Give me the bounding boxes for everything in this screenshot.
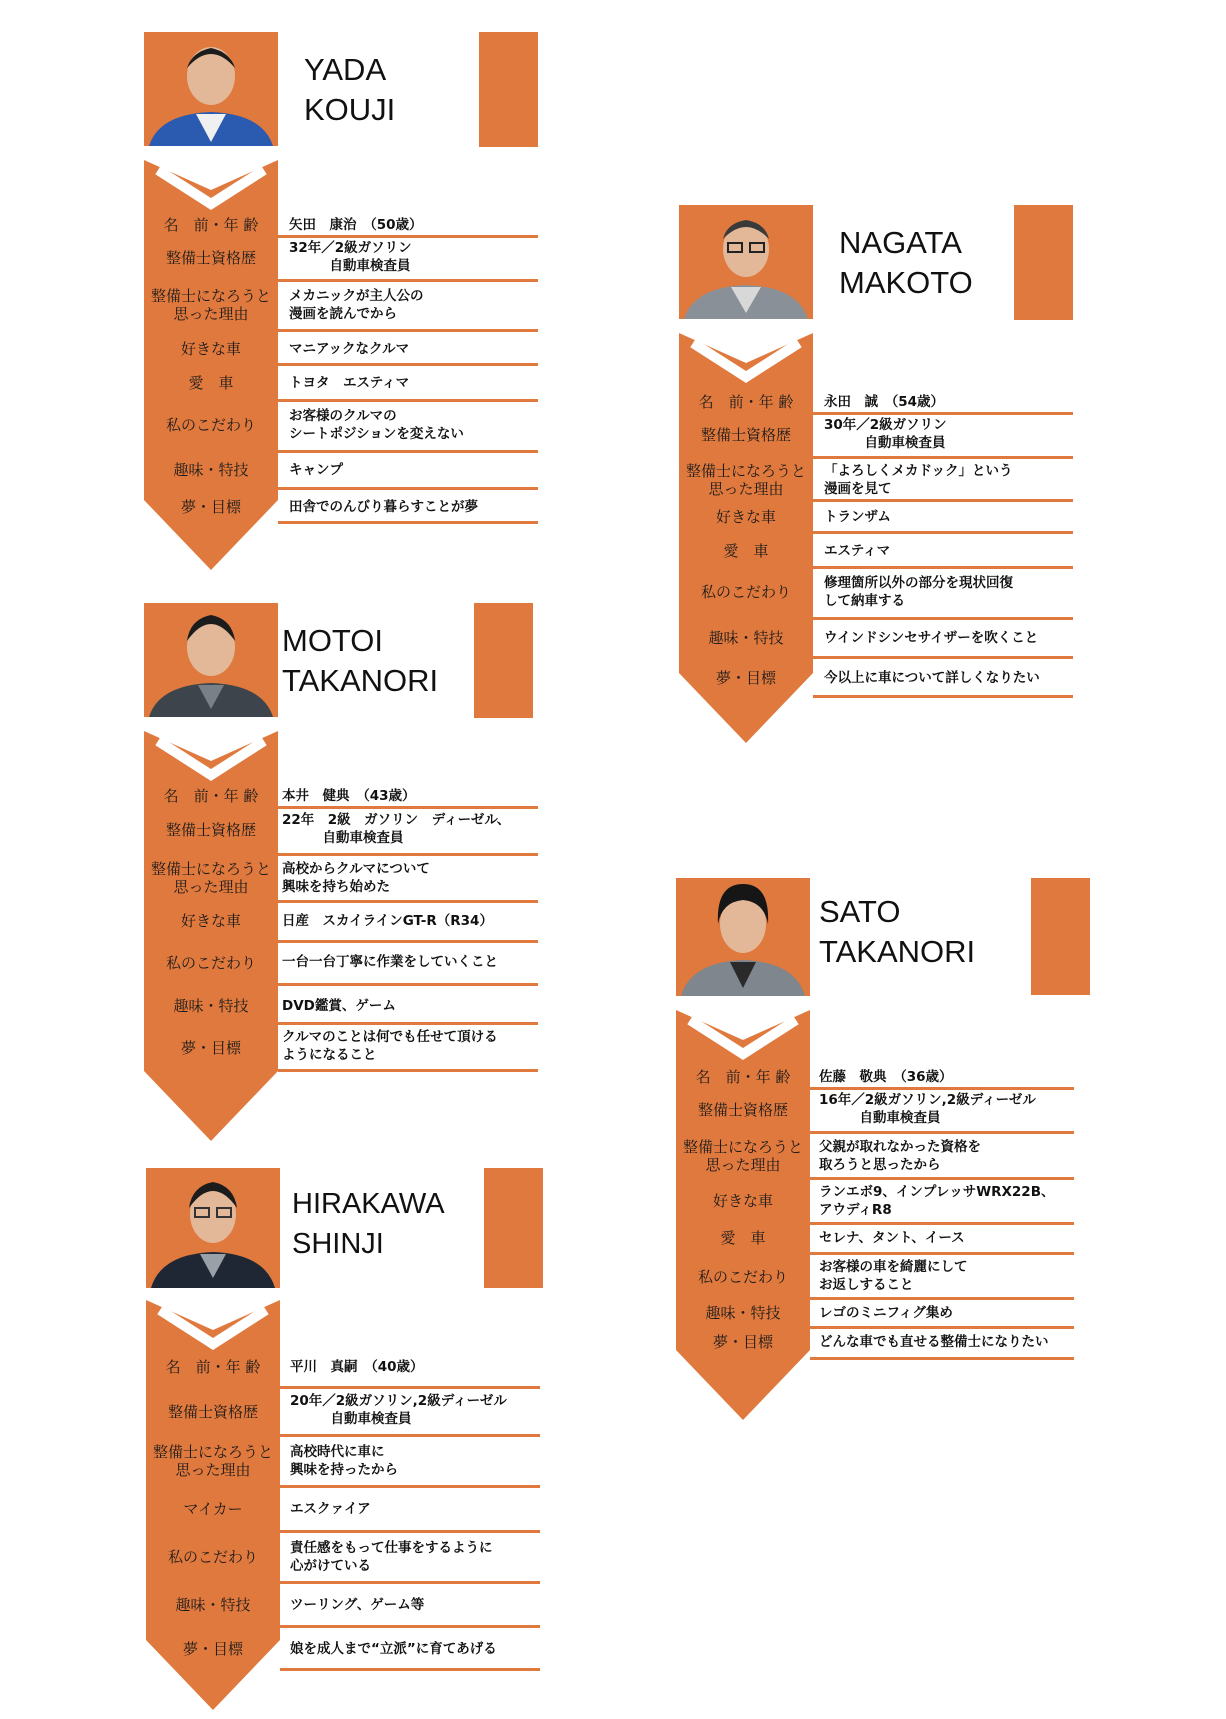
staff-name: SATO TAKANORI [819, 894, 976, 969]
row-label: 好きな車 [180, 912, 241, 930]
row-divider [813, 456, 1073, 459]
row-label: 名 前・年 齢 [695, 1068, 791, 1086]
row-divider [278, 450, 538, 453]
row-value: 32年／2級ガソリン 自動車検査員 [289, 240, 412, 274]
row-divider [278, 521, 538, 524]
row-label: 名 前・年 齢 [165, 1358, 261, 1376]
row-divider [810, 1131, 1074, 1134]
row-value: DVD鑑賞、ゲーム [282, 998, 396, 1014]
row-value: 平川 真嗣 （40歳） [290, 1359, 424, 1375]
row-label: 愛 車 [723, 542, 769, 560]
row-divider [813, 617, 1073, 620]
row-divider [278, 853, 538, 856]
row-value: 娘を成人まで“立派”に育てあげる [290, 1641, 497, 1657]
row-label: 名 前・年 齢 [698, 393, 794, 411]
row-label: 整備士になろうと 思った理由 [150, 860, 271, 896]
row-value: トランザム [824, 509, 891, 525]
row-label: 愛 車 [188, 374, 234, 392]
row-label: 名 前・年 齢 [163, 216, 259, 234]
row-divider [278, 1022, 538, 1025]
row-divider [280, 1625, 540, 1628]
row-label: 整備士になろうと 思った理由 [685, 462, 806, 498]
row-label: 整備士資格歴 [700, 426, 791, 444]
row-divider [280, 1434, 540, 1437]
row-divider [810, 1087, 1074, 1090]
row-value: 高校時代に車に 興味を持ったから [290, 1444, 398, 1478]
row-value: マニアックなクルマ [289, 341, 410, 357]
row-value: お客様のクルマの シートポジションを変えない [289, 408, 464, 442]
row-value: メカニックが主人公の 漫画を読んでから [289, 288, 424, 322]
row-divider [278, 900, 538, 903]
row-value: 「よろしくメカドック」という 漫画を見て [824, 463, 1013, 497]
row-divider [278, 983, 538, 986]
row-divider [813, 531, 1073, 534]
row-divider [278, 940, 538, 943]
row-label: 整備士資格歴 [697, 1101, 788, 1119]
row-value: ウインドシンセサイザーを吹くこと [824, 630, 1039, 646]
row-value: トヨタ エスティマ [289, 375, 410, 391]
row-value: 責任感をもって仕事をするように 心がけている [290, 1540, 493, 1574]
row-value: 高校からクルマについて 興味を持ち始めた [282, 861, 430, 895]
row-value: 今以上に車について詳しくなりたい [824, 670, 1040, 686]
staff-name: YADA KOUJI [304, 52, 396, 127]
row-divider [278, 487, 538, 490]
staff-name: HIRAKAWA SHINJI [292, 1188, 445, 1260]
accent-bar [1014, 205, 1073, 320]
row-label: 趣味・特技 [173, 461, 249, 479]
row-value: 本井 健典 （43歳） [282, 788, 416, 804]
row-label: 名 前・年 齢 [163, 787, 259, 805]
row-divider [810, 1326, 1074, 1329]
row-divider [813, 412, 1073, 415]
row-value: 22年 2級 ガソリン ディーゼル、 自動車検査員 [282, 812, 511, 846]
row-label: 整備士になろうと 思った理由 [150, 287, 271, 323]
row-divider [280, 1386, 540, 1389]
row-label: 私のこだわり [165, 416, 256, 434]
row-value: 20年／2級ガソリン,2級ディーゼル 自動車検査員 [290, 1393, 507, 1427]
staff-name: NAGATA MAKOTO [839, 225, 973, 300]
row-label: 夢・目標 [715, 669, 776, 687]
row-divider [280, 1485, 540, 1488]
row-value: エスティマ [824, 543, 891, 559]
row-divider [280, 1581, 540, 1584]
row-label: 趣味・特技 [708, 629, 784, 647]
row-label: 私のこだわり [700, 583, 791, 601]
row-value: キャンプ [289, 462, 343, 478]
row-label: 私のこだわり [165, 954, 256, 972]
row-value: レゴのミニフィグ集め [819, 1305, 953, 1321]
accent-bar [484, 1168, 543, 1288]
row-value: 修理箇所以外の部分を現状回復 して納車する [824, 575, 1013, 609]
row-value: どんな車でも直せる整備士になりたい [819, 1334, 1049, 1350]
row-value: 矢田 康治 （50歳） [289, 217, 423, 233]
row-label: 趣味・特技 [173, 997, 249, 1015]
row-divider [278, 399, 538, 402]
row-label: 夢・目標 [712, 1333, 773, 1351]
row-value: ランエボ9、インプレッサWRX22B、 アウディR8 [819, 1184, 1055, 1218]
accent-bar [1031, 878, 1090, 995]
row-divider [810, 1252, 1074, 1255]
row-value: お客様の車を綺麗にして お返しすること [819, 1259, 968, 1293]
staff-name: MOTOI TAKANORI [282, 623, 439, 698]
row-divider [813, 695, 1073, 698]
row-divider [810, 1357, 1074, 1360]
row-divider [278, 329, 538, 332]
row-label: 夢・目標 [180, 498, 241, 516]
row-label: 夢・目標 [182, 1640, 243, 1658]
row-divider [813, 656, 1073, 659]
row-label: 整備士になろうと 思った理由 [152, 1443, 273, 1479]
row-label: 好きな車 [715, 508, 776, 526]
staff-photo [146, 1168, 280, 1288]
row-label: 整備士資格歴 [165, 821, 256, 839]
row-value: 日産 スカイラインGT-R（R34） [282, 913, 493, 929]
row-label: 趣味・特技 [175, 1596, 251, 1614]
row-label: 整備士資格歴 [167, 1403, 258, 1421]
row-divider [278, 806, 538, 809]
row-value: ツーリング、ゲーム等 [290, 1597, 425, 1613]
row-divider [278, 235, 538, 238]
row-value: 一台一台丁寧に作業をしていくこと [282, 954, 498, 970]
row-value: セレナ、タント、イース [819, 1230, 965, 1246]
row-label: 整備士になろうと 思った理由 [682, 1138, 803, 1174]
staff-photo [144, 32, 278, 146]
row-divider [810, 1177, 1074, 1180]
row-label: 愛 車 [720, 1229, 766, 1247]
row-divider [810, 1222, 1074, 1225]
row-value: 30年／2級ガソリン 自動車検査員 [824, 417, 947, 451]
row-value: 田舎でのんびり暮らすことが夢 [289, 499, 478, 515]
staff-photo [676, 878, 810, 996]
row-label: 好きな車 [180, 340, 241, 358]
row-label: 趣味・特技 [705, 1304, 781, 1322]
row-label: 私のこだわり [697, 1268, 788, 1286]
staff-photo [144, 603, 278, 717]
row-divider [278, 363, 538, 366]
accent-bar [479, 32, 538, 147]
row-label: 夢・目標 [180, 1039, 241, 1057]
row-label: 私のこだわり [167, 1548, 258, 1566]
row-divider [278, 1069, 538, 1072]
row-value: 佐藤 敬典 （36歳） [819, 1069, 953, 1085]
row-value: 16年／2級ガソリン,2級ディーゼル 自動車検査員 [819, 1092, 1036, 1126]
row-divider [278, 279, 538, 282]
row-label: マイカー [183, 1500, 243, 1518]
row-divider [280, 1530, 540, 1533]
row-label: 整備士資格歴 [165, 249, 256, 267]
row-divider [810, 1297, 1074, 1300]
row-divider [813, 499, 1073, 502]
row-divider [280, 1668, 540, 1671]
row-divider [813, 566, 1073, 569]
accent-bar [474, 603, 533, 718]
row-value: エスクァイア [290, 1501, 371, 1517]
row-value: クルマのことは何でも任せて頂ける ようになること [282, 1029, 498, 1063]
row-value: 父親が取れなかった資格を 取ろうと思ったから [819, 1139, 981, 1173]
row-value: 永田 誠 （54歳） [824, 394, 945, 410]
row-label: 好きな車 [712, 1192, 773, 1210]
staff-photo [679, 205, 813, 319]
